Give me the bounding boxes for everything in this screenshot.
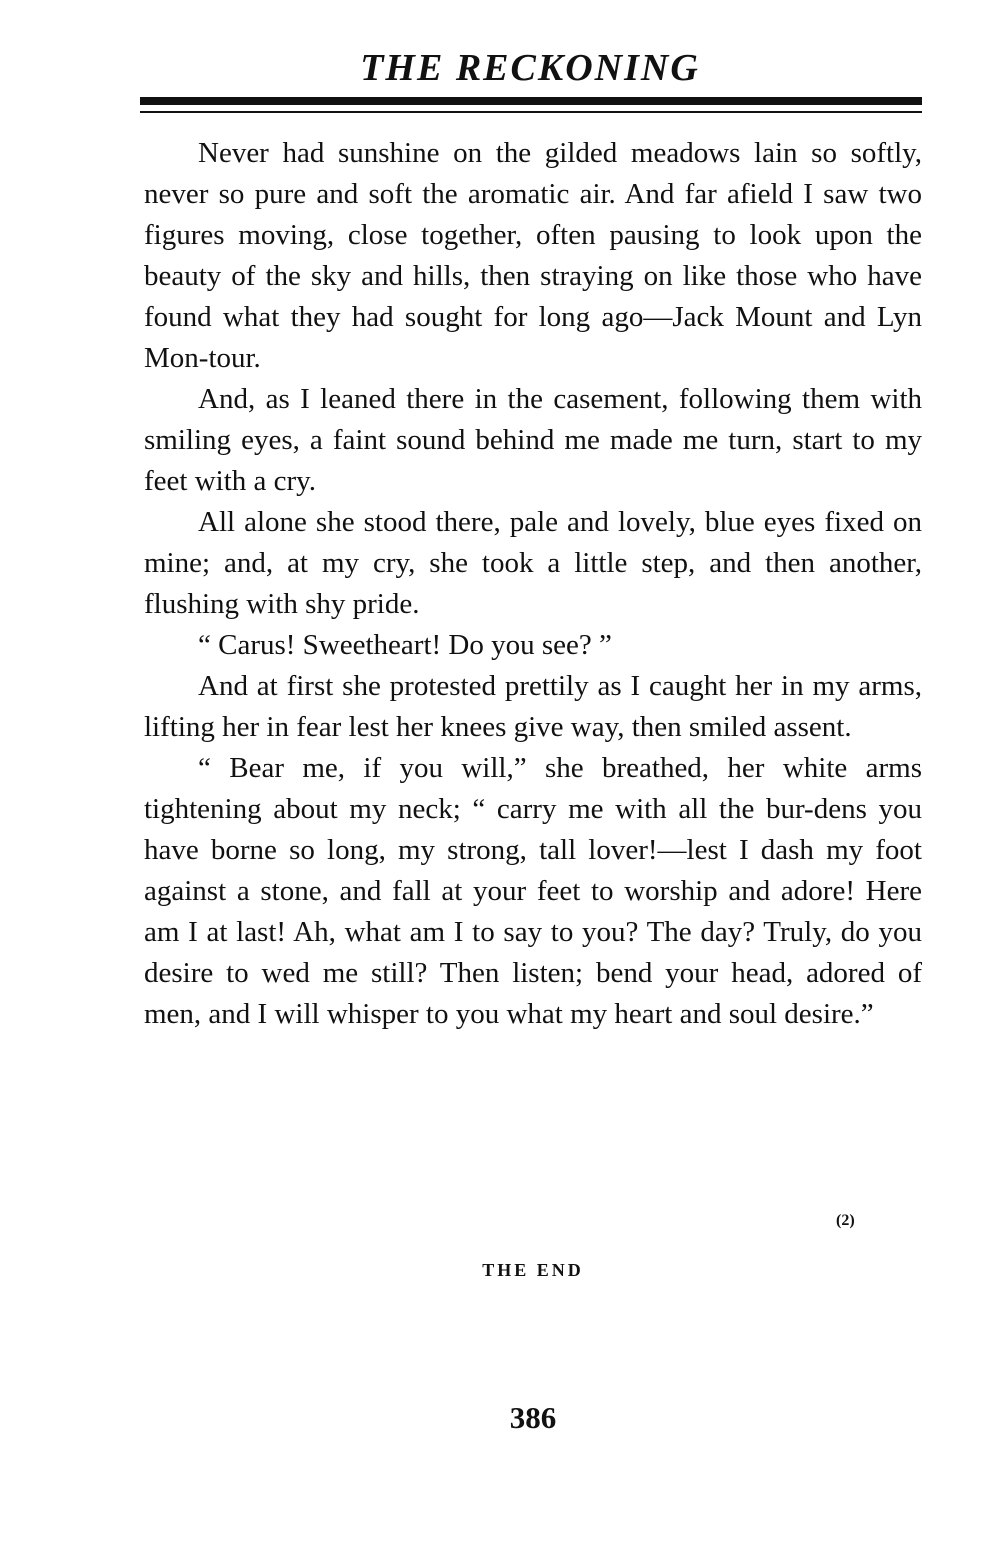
end-mark: (2) [836,1212,855,1229]
paragraph: “ Carus! Sweetheart! Do you see? ” [198,629,612,661]
running-head: THE RECKONING [360,47,700,89]
paragraph: “ Bear me, if you will,” she breathed, her white arms tightening about my neck; “ carry me with all the bur-dens you have borne so long, my strong, tall lover!—lest I dash my foot against a stone, and fall at your feet to worship and adore! Here am I at last! Ah, what am I to say to you? The day? Truly, do you desire to wed me still? Then listen; bend your head, adored of men, and I will whisper to you what my heart and soul desire.” [144,752,922,1030]
header-rule-thin [140,111,922,113]
paragraph: And at first she protested prettily as I caught her in my arms, lifting her in fear lest her knees give way, then smiled assent. [144,670,922,743]
header-rule-thick [140,97,922,105]
paragraph: All alone she stood there, pale and lovely, blue eyes fixed on mine; and, at my cry, she took a little step, and then another, flushing with shy pride. [144,506,922,620]
the-end-label: THE END [482,1260,584,1280]
body-text [144,133,922,1035]
page-number: 386 [509,1400,557,1435]
paragraph: Never had sunshine on the gilded meadows lain so softly, never so pure and soft the aromatic air. And far afield I saw two figures moving, close together, often pausing to look upon the beauty of the sky and hills, then straying on like those who have found what they had sought for long ago—Jack Mount and Lyn Mon-tour. [144,137,922,374]
paragraph: And, as I leaned there in the casement, following them with smiling eyes, a faint sound behind me made me turn, start to my feet with a cry. [144,383,922,497]
